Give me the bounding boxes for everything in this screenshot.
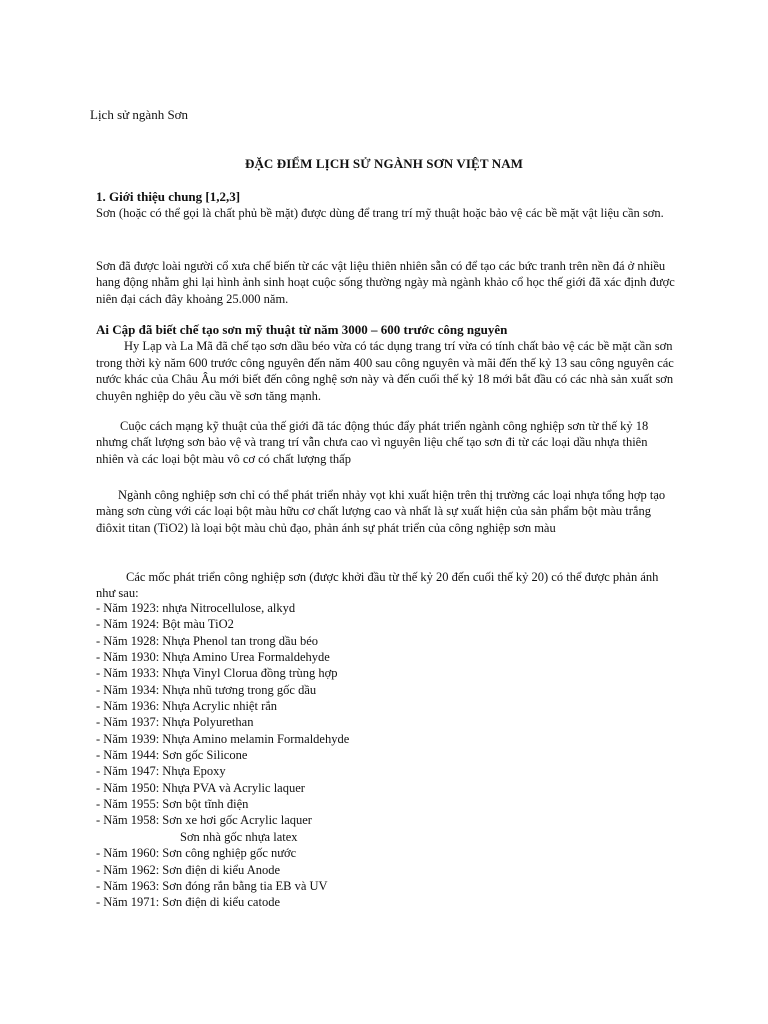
section-2-paragraph-4: Các mốc phát triển công nghiệp sơn (được khởi đầu từ thế kỷ 20 đến cuối thế kỷ 20) có thể được phản ánh như sau:	[96, 570, 659, 601]
timeline-item: - Năm 1963: Sơn đóng rắn bằng tia EB và UV	[96, 878, 328, 893]
timeline-item: - Năm 1937: Nhựa Polyurethan	[96, 715, 254, 730]
timeline-item: - Năm 1960: Sơn công nghiệp gốc nước	[96, 846, 297, 861]
section-1-heading: 1. Giới thiệu chung [1,2,3]	[96, 189, 241, 204]
section-1-paragraph-1: Sơn (hoặc có thể gọi là chất phủ bề mặt) được dùng để trang trí mỹ thuật hoặc bảo vệ các bề mặt vật liệu cần sơn.	[96, 206, 664, 221]
timeline-subitem: Sơn nhà gốc nhựa latex	[180, 829, 298, 844]
timeline-item: - Năm 1928: Nhựa Phenol tan trong dầu béo	[96, 633, 319, 648]
timeline-item: - Năm 1924: Bột màu TiO2	[96, 617, 234, 632]
timeline-item: - Năm 1923: nhựa Nitrocellulose, alkyd	[96, 601, 296, 615]
section-2-paragraph-2: Cuộc cách mạng kỹ thuật của thế giới đã tác động thúc đẩy phát triển ngành công nghiệp sơn từ thế kỷ 18 nhưng chất lượng sơn bảo vệ và trang trí vẫn chưa cao vì nguyên liệu chế tạo sơn đi từ các loại dầu nhựa thiên nhiên và các loại bột màu vô cơ có chất lượng thấp	[96, 419, 649, 466]
timeline-item: - Năm 1971: Sơn điện di kiểu catode	[96, 895, 281, 910]
section-1-paragraph-2: Sơn đã được loài người cổ xưa chế biến từ các vật liệu thiên nhiên sẵn có để tạo các bức tranh trên nền đá ở nhiều hang động nhằm ghi lại hình ảnh sinh hoạt cuộc sống thường ngày mà ngành khảo cổ học thế giới đã xác định được niên đại cách đây khoảng 25.000 năm.	[96, 259, 675, 306]
timeline-item: - Năm 1947: Nhựa Epoxy	[96, 764, 226, 779]
timeline-item: - Năm 1934: Nhựa nhũ tương trong gốc dầu	[96, 682, 317, 697]
timeline-item: - Năm 1939: Nhựa Amino melamin Formaldehyde	[96, 731, 350, 746]
timeline-item: - Năm 1936: Nhựa Acrylic nhiệt rắn	[96, 699, 278, 714]
document-header-label: Lịch sử ngành Sơn	[90, 107, 189, 122]
timeline-item: - Năm 1930: Nhựa Amino Urea Formaldehyde	[96, 650, 330, 665]
timeline-item: - Năm 1933: Nhựa Vinyl Clorua đồng trùng hợp	[96, 666, 338, 681]
timeline-item: - Năm 1955: Sơn bột tĩnh điện	[96, 797, 249, 812]
section-1	[96, 189, 676, 222]
section-2-paragraph-3: Ngành công nghiệp sơn chỉ có thể phát triển nhảy vọt khi xuất hiện trên thị trường các loại nhựa tổng hợp tạo màng sơn cùng với các loại bột màu hữu cơ chất lượng cao và nhất là sự xuất hiện của sản phẩm bột màu trắng điôxit titan (TiO2) là loại bột màu chủ đạo, phản ánh sự phát triển của công nghiệp sơn màu	[96, 488, 666, 535]
timeline-item: - Năm 1950: Nhựa PVA và Acrylic laquer	[96, 780, 305, 795]
timeline-item: - Năm 1944: Sơn gốc Silicone	[96, 748, 248, 763]
timeline-item: - Năm 1962: Sơn điện di kiểu Anode	[96, 862, 281, 877]
section-2-heading: Ai Cập đã biết chế tạo sơn mỹ thuật từ năm 3000 – 600 trước công nguyên	[96, 322, 508, 337]
document-title: ĐẶC ĐIỂM LỊCH SỬ NGÀNH SƠN VIỆT NAM	[244, 156, 524, 171]
timeline-list	[96, 600, 349, 911]
timeline-item: - Năm 1958: Sơn xe hơi gốc Acrylic laquer	[96, 813, 312, 828]
section-2	[96, 322, 676, 404]
section-2-paragraph-1: Hy Lạp và La Mã đã chế tạo sơn dầu béo vừa có tác dụng trang trí vừa có tính chất bảo vệ các bề mặt cần sơn trong thời kỳ năm 600 trước công nguyên đến năm 400 sau công nguyên và mãi đến thế kỷ 13 sau công nguyên các nước khác của Châu Âu mới biết đến công nghệ sơn này và đến cuối thế kỷ 18 mới bắt đầu có các nhà sản xuất sơn chuyên nghiệp do yêu cầu về sơn tăng mạnh.	[96, 339, 674, 403]
